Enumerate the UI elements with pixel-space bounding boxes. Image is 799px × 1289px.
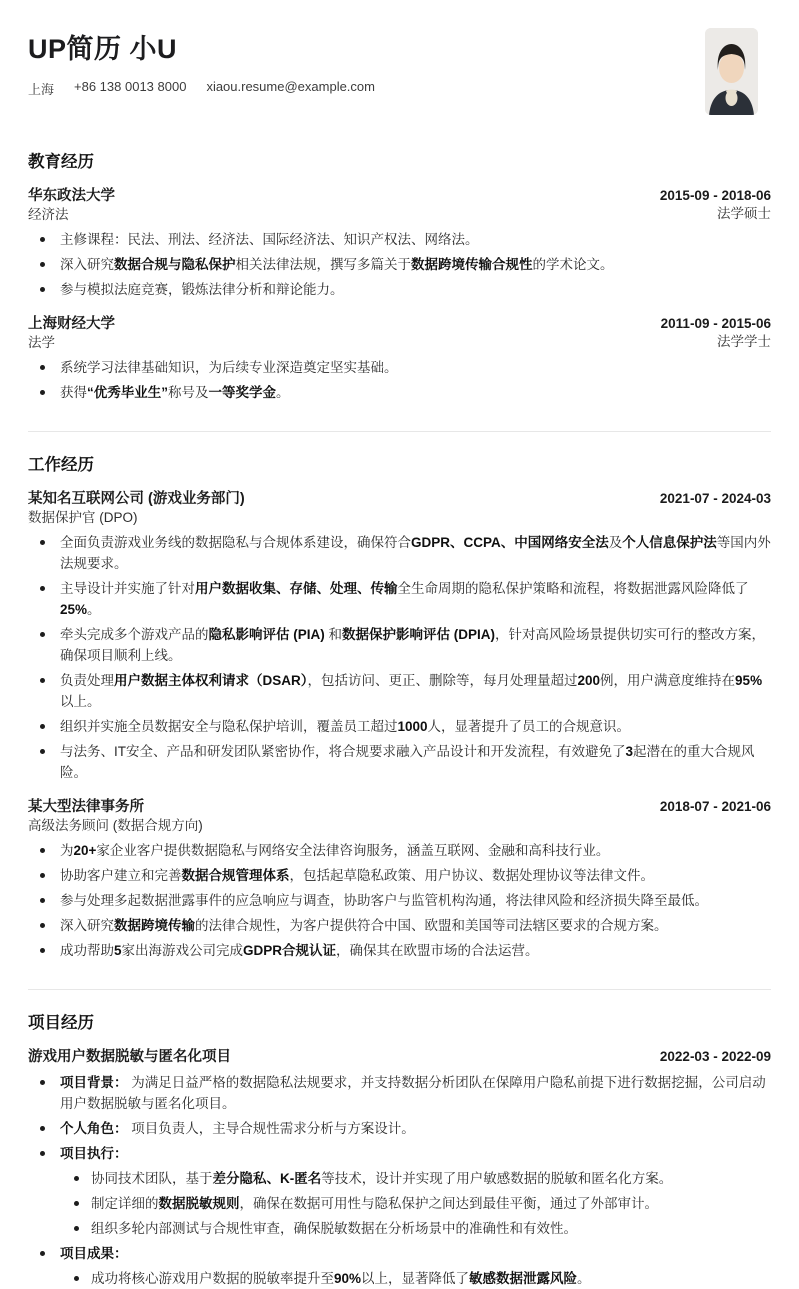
- bold-run: 隐私影响评估 (PIA): [208, 627, 325, 643]
- entry-header: [28, 315, 771, 352]
- text-run: 称号及: [168, 385, 209, 401]
- text-run: ，确保在数据可用性与隐私保护之间达到最佳平衡，通过了外部审计。: [239, 1196, 658, 1212]
- resume-sections: [28, 148, 771, 1289]
- bullet-dot: [40, 262, 45, 267]
- bullet-dot: [40, 848, 45, 853]
- bullet-text: [60, 578, 771, 620]
- bullet-item: [28, 1143, 771, 1239]
- bold-run: 一等奖学金: [208, 385, 276, 401]
- bold-run: 项目执行：: [60, 1146, 128, 1162]
- bullet-text: [60, 716, 771, 737]
- bold-run: 90%: [334, 1271, 362, 1287]
- sub-bullet: [60, 1218, 771, 1239]
- bullet-item: [28, 890, 771, 911]
- text-run: 参与模拟法庭竞赛，锻炼法律分析和辩论能力。: [60, 282, 344, 298]
- bullet-item: [28, 229, 771, 250]
- text-run: 成功将核心游戏用户数据的脱敏率提升至: [91, 1271, 334, 1287]
- bullet-text: [60, 624, 771, 666]
- bold-run: 数据跨境传输合规性: [411, 257, 533, 273]
- bullet-text: [60, 229, 771, 250]
- section-projects: [28, 989, 771, 1289]
- text-run: 起潜在的重大合规风险。: [60, 744, 755, 781]
- text-run: 家出海游戏公司完成: [121, 943, 244, 959]
- text-run: 等国内外法规要求。: [60, 535, 771, 572]
- bullet-dot: [40, 365, 45, 370]
- text-run: 主导设计并实施了针对: [60, 581, 195, 597]
- text-run: 以上，显著降低了: [361, 1271, 470, 1287]
- bullet-text: [60, 915, 771, 936]
- bold-run: 数据脱敏规则: [158, 1196, 240, 1212]
- bold-run: 数据跨境传输: [114, 918, 195, 934]
- org-name: 游戏用户数据脱敏与匿名化项目: [28, 1049, 231, 1066]
- entry: [28, 798, 771, 961]
- text-run: 组织多轮内部测试与合规性审查，确保脱敏数据在分析场景中的准确性和有效性。: [91, 1221, 577, 1237]
- bullet-text: [91, 1218, 771, 1239]
- bold-run: 项目背景：: [60, 1075, 128, 1091]
- text-run: 。: [577, 1271, 591, 1287]
- bold-run: 差分隐私、K-匿名: [212, 1171, 322, 1187]
- text-run: 全生命周期的隐私保护策略和流程，将数据泄露风险降低了: [397, 581, 749, 597]
- sub-bullet: [60, 1268, 771, 1289]
- contact-location: 上海: [28, 82, 55, 97]
- text-run: 主修课程：民法、刑法、经济法、国际经济法、知识产权法、网络法。: [60, 232, 479, 248]
- bullet-item: [28, 716, 771, 737]
- bullet-text: [60, 940, 771, 961]
- entry: [28, 490, 771, 783]
- text-run: 相关法律法规，撰写多篇关于: [235, 257, 411, 273]
- text-run: ，针对高风险场景提供切实可行的整改方案，确保项目顺利上线。: [60, 627, 766, 664]
- profile-photo-illustration: [705, 28, 758, 115]
- bullet-list: [28, 840, 771, 961]
- bullet-text: [60, 741, 771, 783]
- bullet-dot: [40, 1251, 45, 1256]
- bullet-text: [60, 382, 771, 403]
- bold-run: 95%: [735, 673, 763, 689]
- bullet-dot: [40, 873, 45, 878]
- bullet-text: [60, 254, 771, 275]
- bullet-text: [91, 1193, 771, 1214]
- text-run: 负责处理: [60, 673, 114, 689]
- bullet-text: [60, 1243, 771, 1289]
- bullet-dot: [40, 390, 45, 395]
- bullet-item: [28, 279, 771, 300]
- bullet-text: [60, 840, 771, 861]
- bullet-dot: [40, 1080, 45, 1085]
- bold-run: 1000: [397, 719, 428, 735]
- bullet-dot: [40, 1126, 45, 1131]
- bullet-text: [60, 890, 771, 911]
- bold-run: GDPR合规认证: [243, 943, 337, 959]
- entry: [28, 315, 771, 403]
- text-run: 为: [60, 843, 74, 859]
- entry: [28, 1048, 771, 1289]
- bullet-list: [28, 1072, 771, 1289]
- role-or-major: 数据保护官 (DPO): [28, 509, 138, 525]
- text-run: 参与处理多起数据泄露事件的应急响应与调查，协助客户与监管机构沟通，将法律风险和经济损失降至最低。: [60, 893, 708, 909]
- bullet-dot: [40, 948, 45, 953]
- sub-bullet: [60, 1193, 771, 1214]
- bullet-dot: [40, 287, 45, 292]
- entry-header: [28, 490, 771, 527]
- degree: 法学硕士: [717, 205, 771, 221]
- profile-photo: [705, 28, 758, 115]
- date-range: 2018-07 - 2021-06: [659, 799, 771, 815]
- bullet-dot: [74, 1201, 79, 1206]
- bullet-dot: [40, 540, 45, 545]
- bullet-item: [28, 915, 771, 936]
- bullet-item: [28, 1072, 771, 1114]
- bullet-text: [60, 670, 771, 712]
- bold-run: 数据合规管理体系: [181, 868, 290, 884]
- bullet-item: [28, 1118, 771, 1139]
- degree: 法学学士: [717, 333, 771, 349]
- bullet-item: [28, 624, 771, 666]
- bullet-list: [28, 532, 771, 783]
- text-run: 协同技术团队，基于: [91, 1171, 213, 1187]
- text-run: 获得: [60, 385, 87, 401]
- date-range: 2021-07 - 2024-03: [659, 491, 771, 507]
- bold-run: 数据合规与隐私保护: [114, 257, 236, 273]
- bold-run: 5: [114, 943, 122, 959]
- bullet-dot: [74, 1276, 79, 1281]
- text-run: 。: [87, 602, 101, 618]
- section-work: [28, 431, 771, 961]
- contact-email: xiaou.resume@example.com: [206, 79, 375, 94]
- resume-header: [28, 0, 771, 98]
- bullet-text: [60, 1072, 771, 1114]
- bullet-item: [28, 254, 771, 275]
- bullet-dot: [40, 678, 45, 683]
- text-run: 与法务、IT安全、产品和研发团队紧密协作，将合规要求融入产品设计和开发流程，有效避免了: [60, 744, 626, 760]
- date-range: 2015-09 - 2018-06: [659, 188, 771, 203]
- text-run: ，包括起草隐私政策、用户协议、数据处理协议等法律文件。: [289, 868, 654, 884]
- contact-phone: +86 138 0013 8000: [74, 79, 187, 94]
- section-title: 项目经历: [28, 1014, 94, 1033]
- entry: [28, 187, 771, 300]
- bullet-item: [28, 741, 771, 783]
- role-or-major: 高级法务顾问 (数据合规方向): [28, 818, 203, 834]
- text-run: 深入研究: [60, 257, 114, 273]
- text-run: 的法律合规性，为客户提供符合中国、欧盟和美国等司法辖区要求的合规方案。: [195, 918, 668, 934]
- contact-row: [28, 79, 771, 98]
- bullet-dot: [74, 1176, 79, 1181]
- sub-bullet-list: [60, 1268, 771, 1289]
- bullet-list: [28, 357, 771, 403]
- bullet-text: [60, 1118, 771, 1139]
- bold-run: GDPR、CCPA、中国网络安全法: [411, 535, 609, 551]
- bullet-dot: [40, 586, 45, 591]
- text-run: ，包括访问、更正、删除等，每月处理量超过: [307, 673, 578, 689]
- bullet-dot: [40, 1151, 45, 1156]
- bold-run: 数据保护影响评估 (DPIA): [342, 627, 496, 643]
- text-run: 系统学习法律基础知识，为后续专业深造奠定坚实基础。: [60, 360, 398, 376]
- bullet-text: [91, 1168, 771, 1189]
- section-title: 教育经历: [28, 153, 94, 171]
- bold-run: 敏感数据泄露风险: [469, 1271, 578, 1287]
- bullet-dot: [40, 724, 45, 729]
- bullet-dot: [40, 237, 45, 242]
- bold-run: 25%: [60, 602, 88, 618]
- entry-header: [28, 798, 771, 835]
- date-range: 2022-03 - 2022-09: [659, 1049, 771, 1065]
- bold-run: 用户数据收集、存储、处理、传输: [195, 581, 398, 597]
- bullet-item: [28, 940, 771, 961]
- text-run: 协助客户建立和完善: [60, 868, 182, 884]
- bullet-item: [28, 865, 771, 886]
- text-run: 及: [608, 535, 623, 551]
- role-or-major: 经济法: [28, 206, 69, 222]
- bullet-dot: [40, 632, 45, 637]
- bullet-item: [28, 670, 771, 712]
- bold-run: 用户数据主体权利请求（DSAR）: [114, 673, 308, 689]
- text-run: 为满足日益严格的数据隐私法规要求，并支持数据分析团队在保障用户隐私前提下进行数据挖掘，公司启动用户数据脱敏与匿名化项目。: [60, 1075, 766, 1112]
- entry-header: [28, 1048, 771, 1067]
- text-run: 项目负责人，主导合规性需求分析与方案设计。: [127, 1121, 415, 1137]
- text-run: 例，用户满意度维持在: [600, 673, 736, 689]
- text-run: 。: [276, 385, 290, 401]
- bullet-text: [60, 532, 771, 574]
- role-or-major: 法学: [28, 334, 55, 350]
- bullet-text: [60, 357, 771, 378]
- text-run: 制定详细的: [91, 1196, 159, 1212]
- bold-run: 200: [577, 673, 601, 689]
- org-name: 上海财经大学: [28, 316, 115, 333]
- bullet-item: [28, 578, 771, 620]
- bullet-list: [28, 229, 771, 300]
- bullet-text: [91, 1268, 771, 1289]
- bold-run: 20+: [73, 843, 97, 859]
- text-run: 人，显著提升了员工的合规意识。: [427, 719, 631, 735]
- section-title: 工作经历: [28, 456, 94, 475]
- bullet-item: [28, 532, 771, 574]
- text-run: 成功帮助: [60, 943, 114, 959]
- text-run: 牵头完成多个游戏产品的: [60, 627, 209, 643]
- bold-run: 个人信息保护法: [622, 535, 717, 551]
- bullet-text: [60, 1143, 771, 1239]
- org-name: 某大型法律事务所: [28, 799, 144, 816]
- bullet-item: [28, 1243, 771, 1289]
- sub-bullet: [60, 1168, 771, 1189]
- date-range: 2011-09 - 2015-06: [660, 316, 771, 332]
- text-run: ，确保其在欧盟市场的合法运营。: [336, 943, 539, 959]
- text-run: 家企业客户提供数据隐私与网络安全法律咨询服务，涵盖互联网、金融和高科技行业。: [96, 843, 610, 859]
- bullet-item: [28, 382, 771, 403]
- text-run: 的学术论文。: [532, 257, 614, 273]
- resume-name: UP简历 小U: [28, 34, 178, 64]
- bold-run: 3: [625, 744, 634, 760]
- bullet-dot: [40, 749, 45, 754]
- entry-header: [28, 187, 771, 224]
- bullet-text: [60, 279, 771, 300]
- text-run: 深入研究: [60, 918, 114, 934]
- text-run: 等技术，设计并实现了用户敏感数据的脱敏和匿名化方案。: [321, 1171, 673, 1187]
- org-name: 华东政法大学: [28, 188, 115, 204]
- bullet-dot: [40, 923, 45, 928]
- text-run: 和: [324, 627, 343, 643]
- bullet-item: [28, 840, 771, 861]
- section-education: [28, 148, 771, 403]
- org-name: 某知名互联网公司 (游戏业务部门): [28, 491, 245, 508]
- text-run: 组织并实施全员数据安全与隐私保护培训，覆盖员工超过: [60, 719, 398, 735]
- bullet-dot: [74, 1226, 79, 1231]
- sub-bullet-list: [60, 1168, 771, 1239]
- bold-run: 项目成果：: [60, 1246, 128, 1262]
- text-run: 以上。: [60, 694, 101, 710]
- bold-run: 个人角色：: [60, 1121, 128, 1137]
- bullet-dot: [40, 898, 45, 903]
- bullet-item: [28, 357, 771, 378]
- text-run: 全面负责游戏业务线的数据隐私与合规体系建设，确保符合: [60, 535, 411, 551]
- bullet-text: [60, 865, 771, 886]
- bold-run: “优秀毕业生”: [87, 385, 168, 401]
